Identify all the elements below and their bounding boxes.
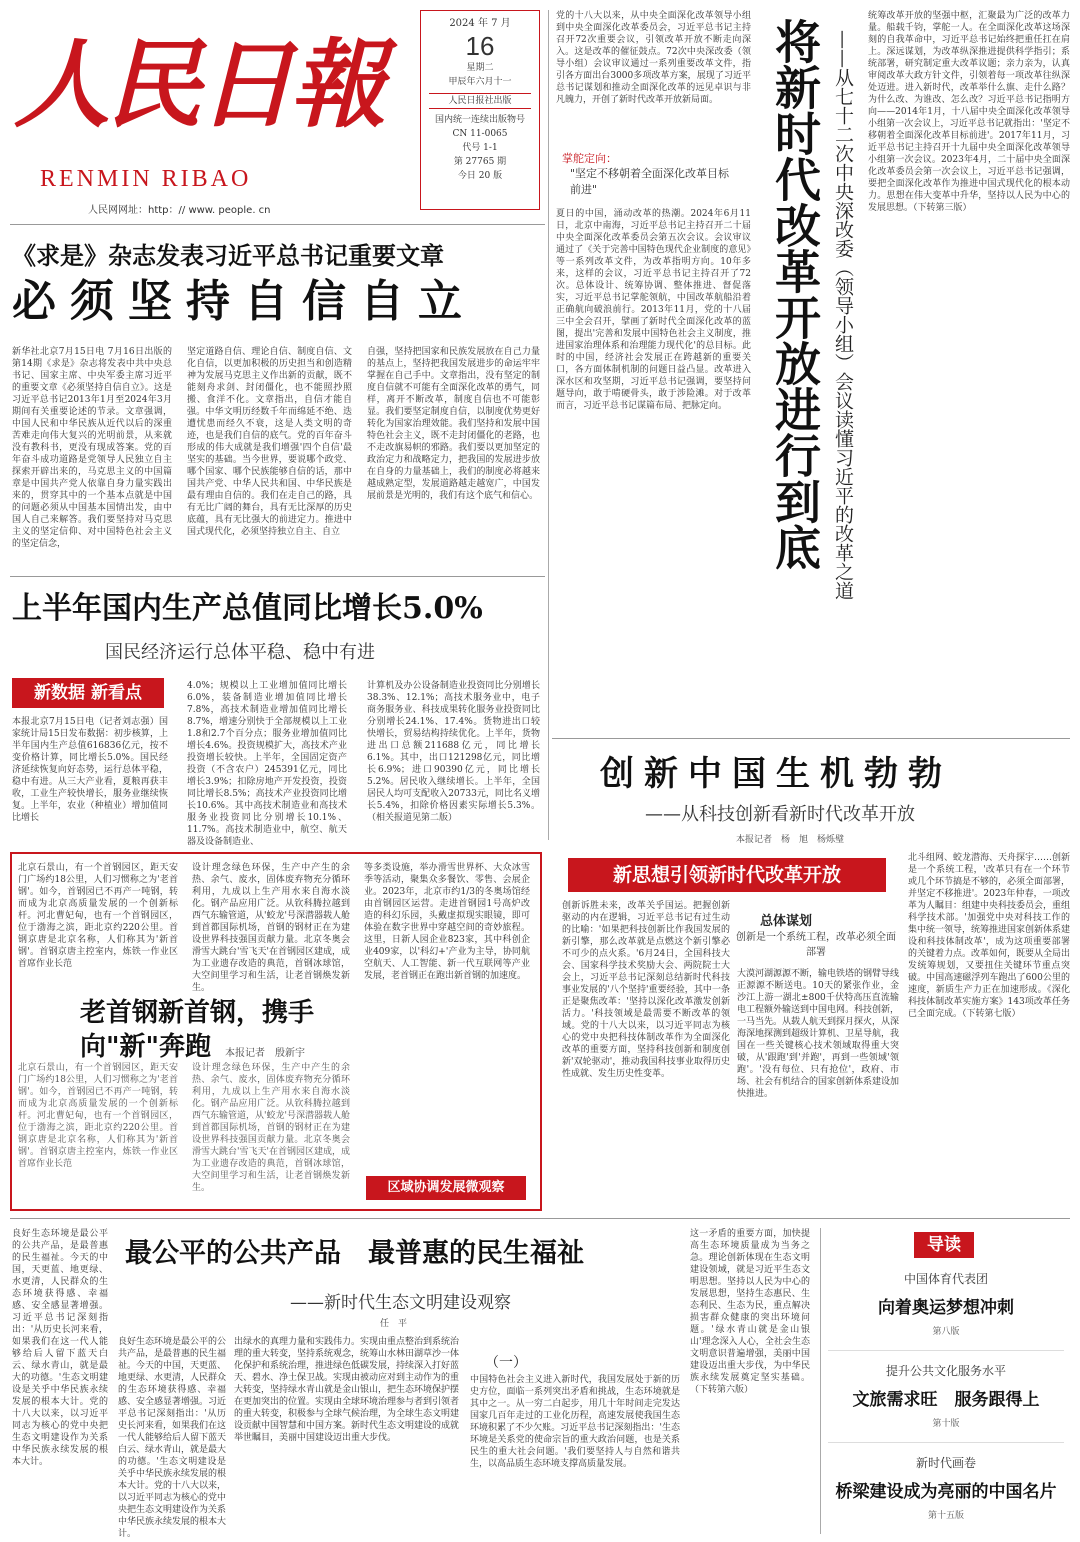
story1-col-3: 自强，坚持把国家和民族发展放在自己力量的基点上，坚持把我国发展进步的命运牢牢掌握在自己手中。文章指出，没有坚定的制度自信就不可能有全面深化改革的勇气，同样，离开不断改革，制度自信也不可能彰显。我们要坚定制度自信，以制度优势更好转化为国家治理效能。我们坚持和发展中国特色社会主义，既不走封闭僵化的老路，也不走改旗易帜的邪路。我们要以更加坚定的政治定力和战略定力，把我国的发展进步放在自身的力量基础上，我们的制度必将越来越成熟定型，发展道路越走越宽广，中国发展前景是光明的，我们有这个底气和信心。 [367,347,540,501]
date-day: 16 [465,31,495,61]
cn-number: CN 11-0065 [452,129,508,139]
story2-col-1: 本报北京7月15日电（记者刘志强）国家统计局15日发布数据：初步核算，上半年国内生产总值616836亿元，按不变价格计算，同比增长5.0%。国民经济延续恢复向好态势，运行总体平稳，稳中有进。从三大产业看，夏粮再获丰收，工业生产较快增长，服务业继续恢复。上半年，农业（种植业）增加值同比增长 [12,717,168,823]
story6-subhead: ——新时代生态文明建设观察 [290,1293,511,1313]
guide-item-2-kicker: 提升公共文化服务水平 [885,1364,1006,1378]
story6-col-4: 这一矛盾的重要方面，加快提高生态环境质量成为当务之急。理论创新体现在生态文明建设领域，就是习近平生态文明思想。坚持以人民为中心的发展思想，坚持生态惠民、生态利民、生态为民，重点解决损害群众健康的突出环境问题。'绿水青山就是金山银山'理念深入人心，全社会生态文明意识普遍增强，美丽中国建设迈出重大步伐，为中华民族永续发展奠定坚实基础。（下转第六版） [690,1229,810,1395]
story5-badge: 新思想引领新时代改革开放 [568,858,886,892]
story3-lower-col-2: 设计理念绿色环保，生产中产生的余热、余气、废水，固体废弃物充分循环利用，九成以上生产用水来自海水淡化。钢产品应用广泛。从钦科腾拉越到西气东输管道，从'蛟龙'号深潜器载人舱到首都国际机场，首钢的钢材正在为建设世界科技强国贡献力量。北京冬奥会滑雪大跳台'雪飞天'在首钢园区建成，成为工业遗存改造的典范，首钢冰球馆，大空间里学习和生活，让老首钢焕发新生。 [192,1063,350,1193]
date-box [420,10,540,210]
story3-col-3: 等多类设施，举办滑雪世界杯、大众冰雪季等活动，聚集众多餐饮、零售、会展企业。2023年，北京市约1/3的冬奥场馆经由首钢园区运营。走进首钢园1号高炉改造的科幻乐园，头戴虚拟现实眼镜，即可体验在数字世界中穿越空间的奇妙旅程。这里，日新人园企业823家，其中科创企业409家，以'科幻+'产业为主导，协同航空航天、人工智能、新一代互联网等产业发展，老首钢正在跑出新首钢的加速度。 [364,863,530,981]
story6-col-1b: 良好生态环境是最公平的公共产品，是最普惠的民生福祉。今天的中国，天更蓝、地更绿、水更清，人民群众的生态环境获得感、幸福感、安全感显著增强。习近平总书记深刻指出：'从历史长河来看，如果我们在这一代人能够给后人留下蓝天白云、绿水青山，就是最大的功德。'生态文明建设是关乎中华民族永续发展的根本大计。党的十八大以来，以习近平同志为核心的党中央把生态文明建设作为关系中华民族永续发展的根本大计。 [118,1337,227,1539]
story6-col-3: 中国特色社会主义进入新时代，我国发展处于新的历史方位，面临一系列突出矛盾和挑战，生态环境就是其中之一。从一穷二白起步，用几十年时间走完发达国家几百年走过的工业化历程，高速发展使我国生态环境积累了不少欠账。习近平总书记深刻指出：'生态环境是关系党的使命宗旨的重大政治问题，也是关系民生的重大社会问题。'我们要坚持人与自然和谐共生，以高品质生态环境支撑高质量发展。 [470,1375,680,1469]
story5-section-title: 总体谋划 [760,914,813,929]
story5-subhead: ——从科技创新看新时代改革开放 [645,804,915,825]
publisher: 人民日报社出版 [429,93,531,109]
story6-col-2: 出绿水的真理力量和实践伟力。实现由重点整治到系统治理的重大转变，坚持系统观念，统筹山水林田湖草沙一体化保护和系统治理，推进绿色低碳发展，持续深入打好蓝天、碧水、净土保卫战。实现由被动应对到主动作为的重大转变，坚持绿水青山就是金山银山，把生态环境保护摆在更加突出的位置。实现由全球环境治理参与者到引领者的重大转变，积极参与全球气候治理，为全球生态文明建设贡献中国智慧和中国方案。新时代生态文明建设的成就举世瞩目，美丽中国建设迈出重大步伐。 [234,1337,460,1443]
date-year-month: 2024 年 7 月 [449,18,511,29]
story5-col-2: 大漠河湖源源不断，输电铁塔的钢臂导线正源源不断送电。10天的紧张作业，金沙江上游一湖北±800千伏特高压直流输电工程额外输送到中国电网。科技创新，一马当先。从载人航天到探月探火，从深海深地探测到超级计算机、卫星导航，我国在一些关键核心技术领域取得重大突破，从'跟跑'到'并跑'，再到一些领域'领跑'。'没有每位、只有抢位'，政府、市场、社会有机结合的国家创新体系建设加快推进。 [737,969,900,1099]
story4-quote: "坚定不移朝着全面深化改革目标前进" [570,167,730,196]
story3-byline: 本报记者 殷新宇 [225,1048,305,1059]
story5-headline: 创新中国生机勃勃 [600,754,952,794]
issn-label: 国内统一连续出版物号 [434,115,525,125]
story6-byline: 任 平 [380,1319,408,1329]
guide-item-1-kicker: 中国体育代表团 [903,1272,988,1286]
issue-number: 第 27765 期 [453,157,507,167]
guide-item-2-page: 第十版 [932,1419,960,1429]
guide-item-3-title: 桥梁建设成为亮丽的中国名片 [835,1482,1057,1502]
story5-section-subtitle: 创新是一个系统工程，改革必须全面部署 [736,932,896,958]
guide-item-2-title: 文旅需求旺 服务跟得上 [852,1390,1040,1410]
story3-col-1: 北京石景山，有一个首钢园区，距天安门广场约18公里，人们习惯称之为'老首钢'。如今，首钢园已不再产一吨钢，转而成为北京高质量发展的一个创新标杆。河北曹妃甸，也有一个首钢园区，位于渤海之滨，距北京约220公里。首钢京唐是北京名称，人们称其为'新首钢'。首钢京唐主控室内，炼铁一作业区首席作业长范 [18,863,178,969]
guide-item-3[interactable] [828,1454,1064,1528]
masthead-roman: RENMIN RIBAO [40,166,252,192]
story4-col-3: 统筹改革开放的坚强中枢，汇聚最为广泛的改革力量。船载千钧，掌舵一人。在全面深化改革这场深刻的自我革命中，习近平总书记始终把重任扛在肩上。深远谋划，为改革纵深推进提供科学指引；系统部署，研究制定重大改革议题；亲力亲为，认真审阅改革大政方针文件，引领着每一项改革往纵深处迈进。进入新时代，改革举什么旗、走什么路？为什么改、为谁改、怎么改？习近平总书记指明方向——2014年1月，十八届中央全面深化改革领导小组第一次会议上，习近平总书记就指出：'坚定不移朝着全面深化改革目标前进'。2017年11月，习近平总书记主持召开十九届中央全面深化改革领导小组第一次会议。2023年4月，二十届中央全面深化改革委员会第一次会议上，习近平总书记强调，要把全面深化改革作为推进中国式现代化的根本动力。思想在伟大变革中升华，坚持以人民为中心的发展思想。（下转第三版） [868,11,1070,213]
story2-headline: 上半年国内生产总值同比增长5.0% [12,591,483,626]
story1-col-2: 坚定道路自信、理论自信、制度自信、文化自信，以更加积极的历史担当和创造精神为发展马克思主义作出新的贡献，既不能刻舟求剑、封闭僵化，也不能照抄照搬、食洋不化。文章指出，自信才能自强。中华文明历经数千年而绵延不绝、迭遭忧患而经久不衰，这是人类文明的奇迹，也是我们自信的底气。党的百年奋斗形成的伟大成就是我们增强'四个自信'最坚实的基础。当今世界，要说哪个政党、哪个国家、哪个民族能够自信的话，那中国共产党、中华人民共和国、中华民族是最有理由自信的。我们在走自己的路，具有无比广阔的舞台，具有无比深厚的历史底蕴，具有无比强大的前进定力。推进中国式现代化，必须坚持独立自主、自立 [187,347,352,537]
story2-col-2: 4.0%；规模以上工业增加值同比增长6.0%，装备制造业增加值同比增长7.8%，高技术制造业增加值同比增长8.7%，增速分别快于全部规模以上工业1.8和2.7个百分点；服务业增加值同比增长4.6%。投资规模扩大，高技术产业投资增长较快。上半年，全国固定资产投资（不含农户）245391亿元，同比增长3.9%；扣除房地产开发投资，投资同比增长8.5%；高技术产业投资同比增长10.6%。其中高技术制造业和高技术服务业投资同比分别增长10.1%、11.7%。高技术制造业中，航空、航天器及设备制造业、 [187,681,347,847]
guide-badge: 导读 [914,1232,974,1258]
story2-badge: 新数据 新看点 [12,678,164,708]
story4-headline: 将新时代改革开放进行到底 [768,18,822,570]
story4-subhead: ——从七十二次中央深改委（领导小组）会议读懂习近平的改革之道 [832,30,854,600]
story5-col-1: 创新诉胜未来，改革关乎国运。把握创新驱动的内在逻辑，习近平总书记有过生动的比喻：'如果把科技创新比作我国发展的新引擎，那么改革就是点燃这个新引擎必不可少的点火系。'6月24日，全国科技大会、国家科学技术奖励大会、两院院士大会上，习近平总书记深刻总结新时代科技事业发展的'八个坚持'重要经验，其中一条正是聚焦改革：'坚持以深化改革激发创新活力。'科技领域是最需要不断改革的领域。党的十八大以来，以习近平同志为核心的党中央把科技体制改革作为全面深化改革的重要方面，坚持科技创新和制度创新'双轮驱动'，推动我国科技事业取得历史性成就、发生历史性变革。 [562,901,730,1079]
story6-col-1: 良好生态环境是最公平的公共产品，是最普惠的民生福祉。今天的中国，天更蓝、地更绿、水更清，人民群众的生态环境获得感、幸福感、安全感显著增强。习近平总书记深刻指出：'从历史长河来看，如果我们在这一代人能够给后人留下蓝天白云、绿水青山，就是最大的功德。'生态文明建设是关乎中华民族永续发展的根本大计。党的十八大以来，以习近平同志为核心的党中央把生态文明建设作为关系中华民族永续发展的根本大计。 [12,1229,108,1467]
guide-item-2[interactable] [828,1362,1064,1436]
story4-col-1: 党的十八大以来，从中央全面深化改革领导小组到中央全面深化改革委员会，习近平总书记主持召开72次重要会议，引领改革开放不断走向深入。这是改革的催征鼓点。72次中央深改委（领导小组）会议审议通过一系列重要改革文件，指引各方面出台3000多项改革方案，展现了习近平总书记谋划和推动全面深化改革的远见卓识与非凡魄力，开创了新时代改革开放新局面。 [556,11,751,105]
guide-item-3-page: 第十五版 [927,1511,964,1521]
website-url: 人民网网址：http：// www. people. cn [88,205,271,216]
guide-item-1[interactable] [828,1270,1064,1344]
story3-col-2: 设计理念绿色环保，生产中产生的余热、余气、废水，固体废弃物充分循环利用，九成以上生产用水来自海水淡化。钢产品应用广泛。从钦科腾拉越到西气东输管道，从'蛟龙'号深潜器载人舱到首都国际机场，首钢的钢材正在为建设世界科技强国贡献力量。北京冬奥会滑雪大跳台'雪飞天'在首钢园区建成，成为工业遗存改造的典范，首钢冰球馆，大空间里学习和生活，让老首钢焕发新生。 [192,863,350,993]
story6-part: （一） [485,1355,527,1371]
guide-item-3-kicker: 新时代画卷 [915,1456,976,1470]
weekday: 星期二 [466,63,494,73]
guide-item-1-page: 第八版 [932,1327,960,1337]
story4-col-2: 夏日的中国，涌动改革的热潮。2024年6月11日，北京中南海，习近平总书记主持召开二十届中央全面深化改革委员会第五次会议。会议审议通过了《关于完善中国特色现代企业制度的意见》等一系列改革文件，为改革指明方向。10年多来，这样的会议，习近平总书记主持召开了72次。总体设计、统筹协调、整体推进、督促落实，习近平总书记掌舵领航，中国改革航船沿着正确航向破浪前行。2013年11月，党的十八届三中全会召开，擘画了新时代全面深化改革的蓝图，提出'完善和发展中国特色社会主义制度，推进国家治理体系和治理能力现代化'的总目标。此时的中国，经济社会发展正在跨越新的重要关口，各方面体制机制的问题日益凸显。改革进入深水区和攻坚期，习近平总书记强调，要坚持问题导向，敢于啃硬骨头，敢于涉险滩。对于改革而言，习近平总书记谋篇布局、把脉定向。 [556,209,751,411]
guide-item-1-title: 向着奥运梦想冲刺 [878,1298,1014,1318]
story4-quote-label: 掌舵定向： [562,152,617,165]
story2-col-3: 计算机及办公设备制造业投资同比分别增长38.3%、12.1%；高技术服务业中，电子商务服务业、科技成果转化服务业投资同比分别增长24.1%、17.4%。货物进出口较快增长，贸易结构持续优化。上半年，货物进出口总额211688亿元，同比增长6.1%。其中，出口121298亿元，同比增长6.9%；进口90390亿元，同比增长5.2%。居民收入继续增长。上半年，全国居民人均可支配收入20733元，同比名义增长5.4%，扣除价格因素实际增长5.3%。（相关报道见第二版） [367,681,540,823]
story3-tag: 区域协调发展微观察 [366,1176,526,1200]
story5-byline: 本报记者 杨 旭 杨烁璧 [736,835,845,845]
story5-col-3: 北斗组网、蛟龙潜海、天舟探宇……创新是一个系统工程，'改革只有在一个环节或几个环节搞是不够的，必须全面部署，并坚定不移推进'。2023年仲春，一项改革为人瞩目：组建中央科技委员会，重组科学技术部。'加强党中央对科技工作的集中统一领导，统筹推进国家创新体系建设和科技体制改革'，成为这项重要部署的关键着力点。改革如何，既要从全局出发统筹规划，又要扭住关键环节重点突破。中国高速磁浮列车跑出了600公里的速度，新质生产力正在加速形成。《深化科技体制改革实施方案》143项改革任务已全面完成。（下转第七版） [908,853,1071,1019]
page-count: 今日 20 版 [457,171,503,181]
story1-kicker: 《求是》杂志发表习近平总书记重要文章 [12,242,444,270]
postal-code: 代号 1-1 [462,143,498,153]
story6-headline: 最公平的公共产品 最普惠的民生福祉 [125,1238,584,1269]
story1-headline: 必须坚持自信自立 [12,276,476,327]
story1-col-1: 新华社北京7月15日电 7月16日出版的第14期《求是》杂志将发表中共中央总书记、国家主席、中央军委主席习近平的重要文章《必须坚持自信自立》。这是习近平总书记2013年1月至2024年3月期间有关重要论述的节录。文章强调，中国人民和中华民族从近代以后的深重苦难走向伟大复兴的光明前景，从来就没有教科书，更没有现成答案。党的百年奋斗成功道路是党领导人民独立自主探索开辟出来的，马克思主义的中国篇章是中国共产党人依靠自身力量实践出来的，贯穿其中的一个基本点就是中国的问题必须从中国基本国情出发，由中国人自己来解答。我们要坚持对马克思主义的坚定信仰、对中国特色社会主义的坚定信念， [12,347,172,549]
story2-subhead: 国民经济运行总体平稳、稳中有进 [105,642,375,663]
masthead-logo: 人民日報 [14,28,382,141]
story3-headline: 老首钢新首钢，携手向"新"奔跑 [80,998,315,1062]
story3-lower-col-1: 北京石景山，有一个首钢园区，距天安门广场约18公里，人们习惯称之为'老首钢'。如今，首钢园已不再产一吨钢，转而成为北京高质量发展的一个创新标杆。河北曹妃甸，也有一个首钢园区，位于渤海之滨，距北京约220公里。首钢京唐是北京名称，人们称其为'新首钢'。首钢京唐主控室内，炼铁一作业区首席作业长范 [18,1063,178,1169]
lunar-date: 甲辰年六月十一 [448,77,512,87]
